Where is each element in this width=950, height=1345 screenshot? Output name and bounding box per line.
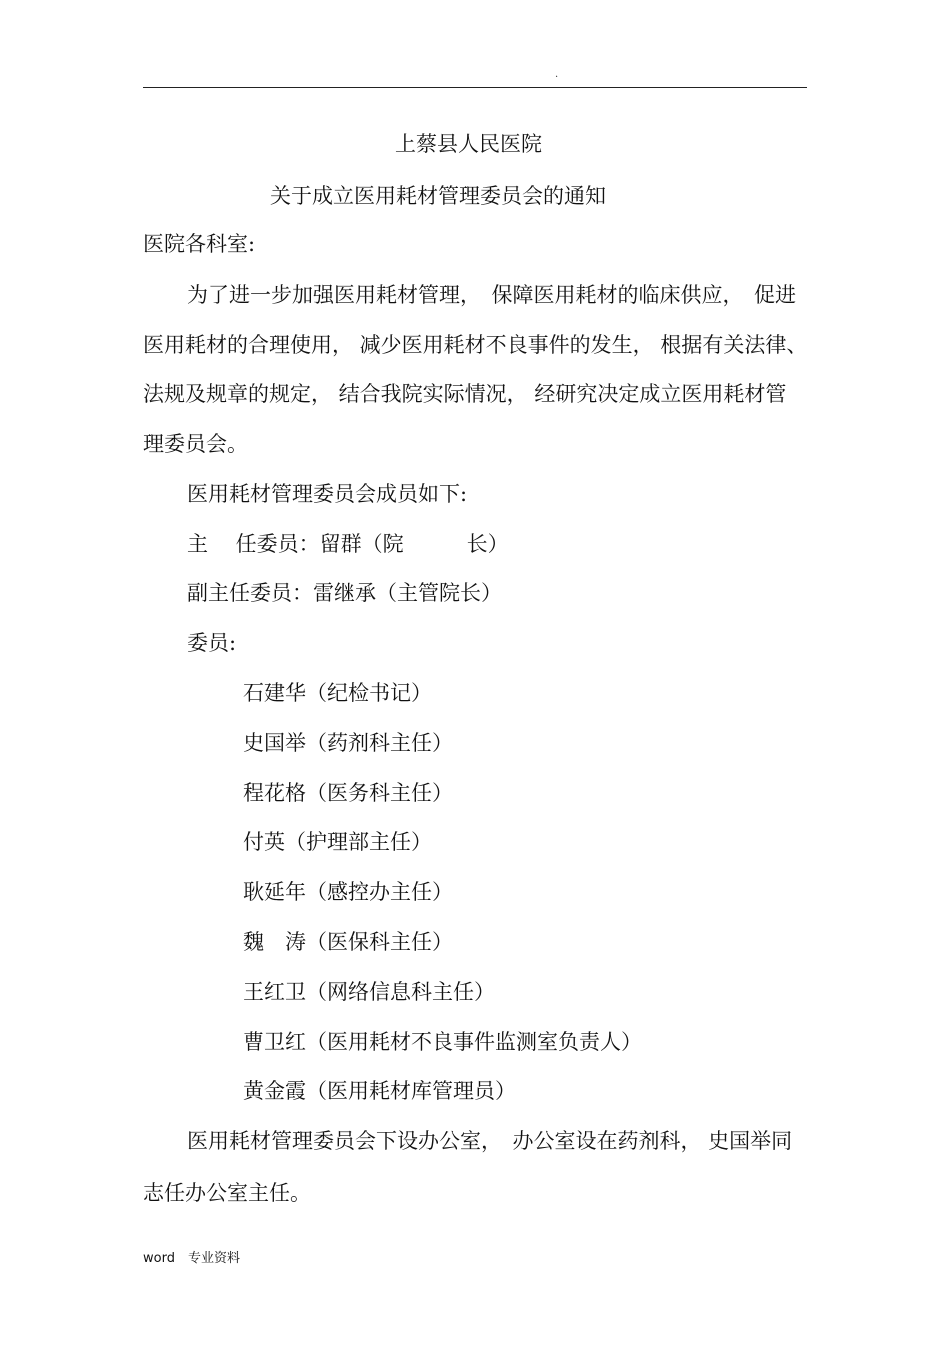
member-item: 程花格（医务科主任） <box>243 781 453 805</box>
member-item: 黄金霞（医用耗材库管理员） <box>243 1079 516 1103</box>
salutation: 医院各科室: <box>143 232 256 256</box>
member-item: 王红卫（网络信息科主任） <box>243 980 495 1004</box>
member-item: 付英（护理部主任） <box>243 830 432 854</box>
paragraph-2-line-1: 医用耗材管理委员会下设办公室， 办公室设在药剂科， 史国举同 <box>187 1129 793 1153</box>
member-item: 魏 涛（医保科主任） <box>243 930 453 954</box>
paragraph-1-line-4: 理委员会。 <box>143 432 248 456</box>
paragraph-1-line-3: 法规及规章的规定， 结合我院实际情况， 经研究决定成立医用耗材管 <box>143 382 787 406</box>
header-dot: . <box>555 69 559 80</box>
member-item: 耿延年（感控办主任） <box>243 880 453 904</box>
director-line: 主 任委员：留群（院 长） <box>187 532 509 556</box>
paragraph-1-line-2: 医用耗材的合理使用， 减少医用耗材不良事件的发生， 根据有关法律、 <box>143 333 808 357</box>
vice-director-line: 副主任委员：雷继承（主管院长） <box>187 581 502 605</box>
footer-text: word 专业资料 <box>143 1251 240 1266</box>
member-item: 史国举（药剂科主任） <box>243 731 453 755</box>
paragraph-2-line-2: 志任办公室主任。 <box>143 1181 311 1205</box>
member-item: 曹卫红（医用耗材不良事件监测室负责人） <box>243 1030 642 1054</box>
hospital-name: 上蔡县人民医院 <box>395 132 542 156</box>
header-rule <box>143 87 807 88</box>
members-intro: 医用耗材管理委员会成员如下: <box>187 482 468 506</box>
member-item: 石建华（纪检书记） <box>243 681 432 705</box>
notice-title: 关于成立医用耗材管理委员会的通知 <box>270 184 606 208</box>
members-label: 委员: <box>187 631 237 655</box>
paragraph-1-line-1: 为了进一步加强医用耗材管理， 保障医用耗材的临床供应， 促进 <box>187 283 796 307</box>
